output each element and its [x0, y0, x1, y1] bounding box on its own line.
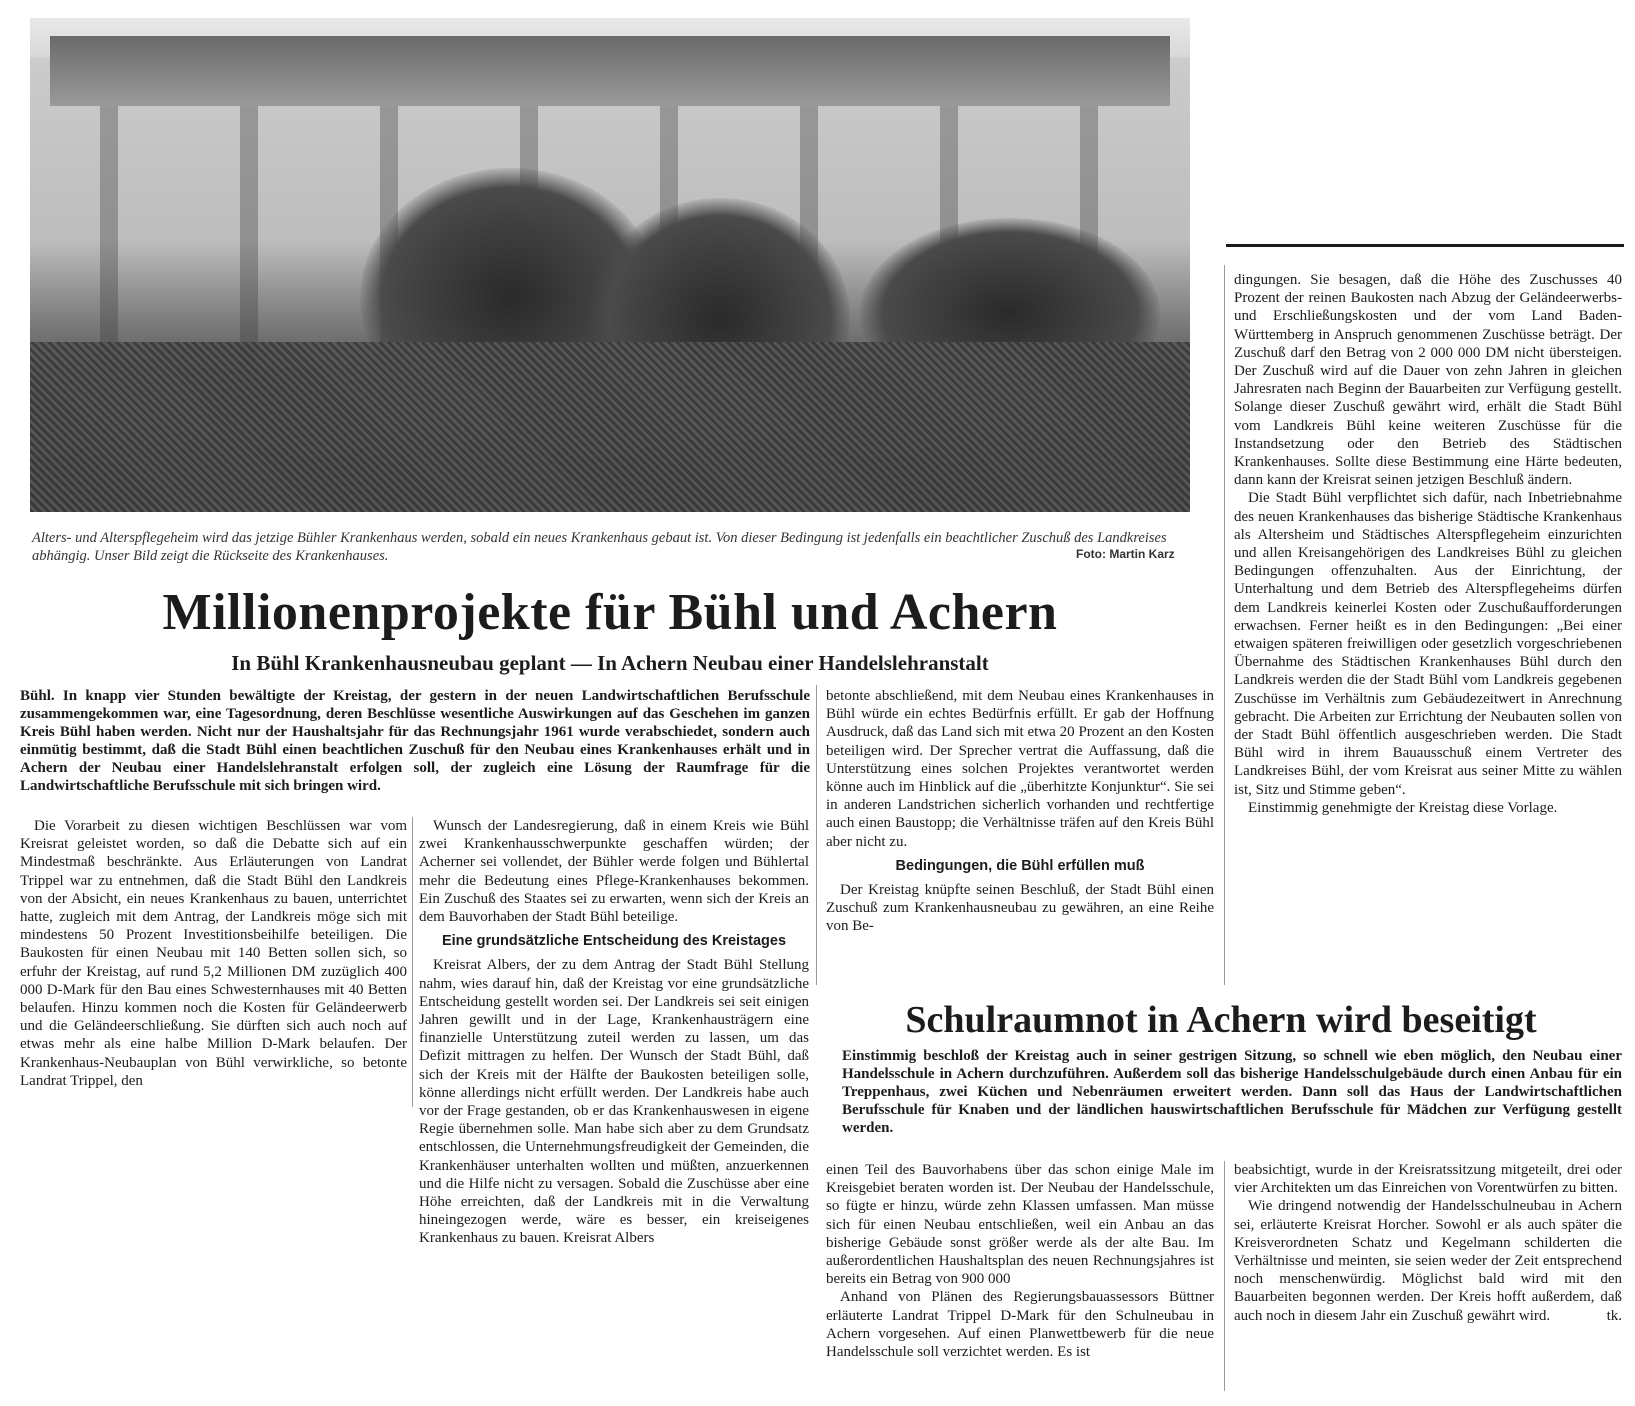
column-divider	[1224, 1161, 1225, 1391]
subheadline: In Bühl Krankenhausneubau geplant — In Achern Neubau einer Handelslehranstalt	[231, 651, 989, 675]
article-column-3	[826, 687, 1214, 936]
author-signature: tk.	[1606, 1307, 1622, 1324]
headline: Millionenprojekte für Bühl und Achern	[162, 584, 1058, 641]
lead-paragraph: Bühl. In knapp vier Stunden bewältigte der Kreistag, der gestern in der neuen Landwirtschaftlichen Berufsschule zusammengekommen war, eine Tagesordnung, deren Beschlüsse wesentliche Auswirkungen auf das Geschehen im ganzen Kreis Bühl haben werden. Nicht nur der Haushaltsjahr für das Rechnungsjahr 1961 wurde verabschiedet, sondern auch einmütig bestimmt, daß die Stadt Bühl einen beachtlichen Zuschuß für den Neubau eines Krankenhauses erhält und in Achern der Neubau einer Handelslehranstalt erfolgen soll, der zugleich eine Lösung der Raumfrage für die Landwirtschaftliche Berufsschule mit sich bringen wird.	[20, 688, 810, 794]
article-photo	[30, 18, 1190, 512]
headline: Schulraumnot in Achern wird beseitigt	[905, 999, 1537, 1041]
column-divider	[1224, 265, 1225, 985]
photo-garden	[30, 342, 1190, 512]
column-divider	[412, 817, 413, 1107]
body-paragraph: Die Vorarbeit zu diesen wichtigen Beschlüssen war vom Kreisrat geleistet worden, so daß die Debatte sich auf ein Mindestmaß beschränkte. Aus Erläuterungen von Landrat Trippel war zu entnehmen, daß die Stadt Bühl den Landkreis von der Absicht, ein neues Krankenhaus zu bauen, unterrichtet hatte, zugleich mit dem Antrag, der Landkreis möge sich mit mindestens 50 Prozent Investitionsbeihilfe beteiligen. Die Baukosten für einen Neubau mit 140 Betten sollen sich, so erfuhr der Kreistag, auf rund 5,2 Millionen DM zuzüglich 400 000 D-Mark für den Bau eines Schwesternhauses mit 40 Betten belaufen. Hinzu kommen noch die Kosten für Geländeerwerb und die Geländeerschließung. Sie dürften sich auch noch auf etwas mehr als eine halbe Million D-Mark belaufen. Der Krankenhaus-Neubauplan von Bühl verwirkliche, so betonte Landrat Trippel, den	[20, 818, 407, 1089]
lead-paragraph: Einstimmig beschloß der Kreistag auch in seiner gestrigen Sitzung, so schnell wie eben möglich, den Neubau einer Handelsschule in Achern durchzuführen. Außerdem soll das bisherige Handelsschulgebäude durch einen Anbau für ein Treppenhaus, zwei Küchen und Nebenräumen erweitert werden. Dann soll das Haus der Landwirtschaftlichen Berufsschule für Knaben und der ländlichen hauswirtschaftlichen Berufsschule für Mädchen zur Verfügung gestellt werden.	[842, 1048, 1622, 1136]
body-paragraph: Wunsch der Landesregierung, daß in einem Kreis wie Bühl zwei Krankenhausschwerpunkte geschaffen würden; der Acherner sei vollendet, der Bühler werde folgen und Bühlertal mehr die Bedeutung eines Pflege-Krankenhauses bekommen. Ein Zuschuß des Staates sei zu erwarten, wenn sich der Kreis an dem Bauvorhaben der Stadt Bühl beteilige.	[419, 818, 809, 926]
photo-building-roof	[50, 36, 1170, 106]
column-rule	[1226, 244, 1624, 247]
section-heading: Bedingungen, die Bühl erfüllen muß	[895, 857, 1145, 874]
body-paragraph: Einstimmig genehmigte der Kreistag diese Vorlage.	[1248, 799, 1558, 816]
body-paragraph: Der Kreistag knüpfte seinen Beschluß, der Stadt Bühl einen Zuschuß zum Krankenhausneubau zu gewähren, an eine Reihe von Be-	[826, 882, 1214, 935]
article-column-1	[20, 817, 407, 1090]
body-paragraph	[1234, 1197, 1622, 1324]
body-paragraph: dingungen. Sie besagen, daß die Höhe des Zuschusses 40 Prozent der reinen Baukosten nach Abzug der Geländeerwerbs- und Erschließungskosten und der vom Land Baden-Württemberg in Anspruch genommenen Zuschüsse beträgt. Der Zuschuß darf den Betrag von 2 000 000 DM nicht übersteigen. Der Zuschuß wird auf die Dauer von zehn Jahren in gleichen Jahresraten nach Beginn der Bauarbeiten zur Verfügung gestellt. Solange dieser Zuschuß gewährt wird, erhält die Stadt Bühl vom Landkreis Bühl keine weiteren Zuschüsse für die Instandsetzung oder den Betrieb des Städtischen Krankenhauses. Sollte diese Bestimmung eine Härte bedeuten, dann kann der Kreisrat seinen jetzigen Beschluß ändern.	[1234, 272, 1622, 489]
photo-credit: Foto: Martin Karz	[1076, 547, 1175, 561]
body-paragraph: Kreisrat Albers, der zu dem Antrag der Stadt Bühl Stellung nahm, wies darauf hin, daß der Kreistag vor eine grundsätzliche Entscheidung gestellt worden sei. Der Landkreis sei seit einigen Jahren gewillt und in der Lage, Krankenhausträgern eine finanzielle Unterstützung zuteil werden zu lassen, um das Defizit mittragen zu helfen. Der Wunsch der Stadt Bühl, daß sich der Kreis mit der Hälfte der Baukosten beteiligen solle, könne allerdings nicht erfüllt werden. Der Landkreis habe auch vor der Frage gestanden, ob er das Krankenhauswesen in eigene Regie übernehmen solle. Man habe sich aber zu dem Grundsatz entschlossen, die Unternehmungsfreudigkeit der Gemeinden, die Krankenhäuser unterhalten wollten und müßten, anzuerkennen und die Hilfe nicht zu versagen. Sobald die Zuschüsse aber eine Höhe erreichten, daß der Landkreis mit in die Verwaltung hineingezogen werde, wäre es besser, ein kreiseigenes Krankenhaus zu bauen. Kreisrat Albers	[419, 957, 809, 1247]
article-column-6	[1234, 1161, 1622, 1325]
body-paragraph: beabsichtigt, wurde in der Kreisratssitzung mitgeteilt, drei oder vier Architekten um das Einreichen von Vorentwürfen zu bitten.	[1234, 1162, 1622, 1197]
body-paragraph: einen Teil des Bauvorhabens über das schon einige Male im Kreisgebiet beraten worden ist. Der Neubau der Handelsschule, so fügte er hinzu, würde zehn Klassen umfassen. Man müsse sich für einen Neubau entschließen, weil ein Anbau an das bisherige Gebäude sonst größer werde als der alte Bau. Im außerordentlichen Haushaltsplan des neuen Rechnungsjahres ist bereits ein Betrag von 900 000	[826, 1162, 1214, 1288]
body-paragraph: betonte abschließend, mit dem Neubau eines Krankenhauses in Bühl würde ein echtes Bedürfnis erfüllt. Er gab der Hoffnung Ausdruck, daß das Land sich mit etwa 20 Prozent an den Kosten beteiligen wird. Der Sprecher vertrat die Auffassung, daß die Unterstützung eines solchen Projektes verantwortet werden könne auch im Hinblick auf die „überhitzte Konjunktur“. Sie sei in anderen Landstrichen sicherlich vorhanden und rechtfertige auch einen Baustopp; die Verhältnisse träfen auf den Kreis Bühl aber nicht zu.	[826, 688, 1214, 850]
body-paragraph: Die Stadt Bühl verpflichtet sich dafür, nach Inbetriebnahme des neuen Krankenhauses das bisherige Städtische Krankenhaus als Altersheim und Städtisches Alterspflegeheim einzurichten und allen Kreisangehörigen des Landkreises Bühl zu gleichen Bedingungen offenzuhalten. Aus der Einrichtung, der Unterhaltung und dem Betrieb des Alterspflegeheims dürfen dem Landkreis keinerlei Kosten oder Zuschußaufforderungen erwachsen. Ferner heißt es in den Bedingungen: „Bei einer etwaigen späteren freiwilligen oder gesetzlich vorgeschriebenen Übernahme des Städtischen Krankenhauses Bühl durch den Landkreis werden die der Stadt Bühl vom Landkreis gegebenen Zuschüsse im Verhältnis zum Gebäudezeitwert in Anrechnung gebracht. Die Arbeiten zur Errichtung der Neubauten sollen von der Stadt Bühl öffentlich ausgeschrieben werden. Die Stadt Bühl wird in ihrem Bauausschuß einem Vertreter des Landkreises Bühl, der vom Kreisrat aus seiner Mitte zu wählen ist, Sitz und Stimme geben“.	[1234, 490, 1622, 798]
article-column-4	[1234, 271, 1622, 817]
column-divider	[816, 685, 817, 985]
photo-caption: Alters- und Alterspflegeheim wird das jetzige Bühler Krankenhaus werden, sobald ein neues Krankenhaus gebaut ist. Von dieser Bedingung ist jedenfalls ein beachtlicher Zuschuß des Landkreises abhängig. Unser Bild zeigt die Rückseite des Krankenhauses.	[32, 530, 1167, 564]
body-text: Wie dringend notwendig der Handelsschulneubau in Achern sei, erläuterte Kreisrat Horcher. Sowohl er als auch später die Kreisverordneten Schatz und Kegelmann schilderten die Verhältnisse und meinten, sie seien weder der Zeit entsprechend noch menschenwürdig. Möglichst bald wird mit den Bauarbeiten begonnen werden. Der Kreis hofft außerdem, daß auch noch in diesem Jahr ein Zuschuß gewährt wird.	[1234, 1198, 1622, 1324]
section-heading: Eine grundsätzliche Entscheidung des Kreistages	[441, 933, 787, 950]
article-column-2	[419, 817, 809, 1248]
body-paragraph: Anhand von Plänen des Regierungsbauassessors Büttner erläuterte Landrat Trippel D-Mark für den Schulneubau in Achern vorgesehen. Auf einen Planwettbewerb für die neue Handelsschule soll verzichtet werden. Es ist	[826, 1289, 1214, 1361]
article-column-5	[826, 1161, 1214, 1361]
